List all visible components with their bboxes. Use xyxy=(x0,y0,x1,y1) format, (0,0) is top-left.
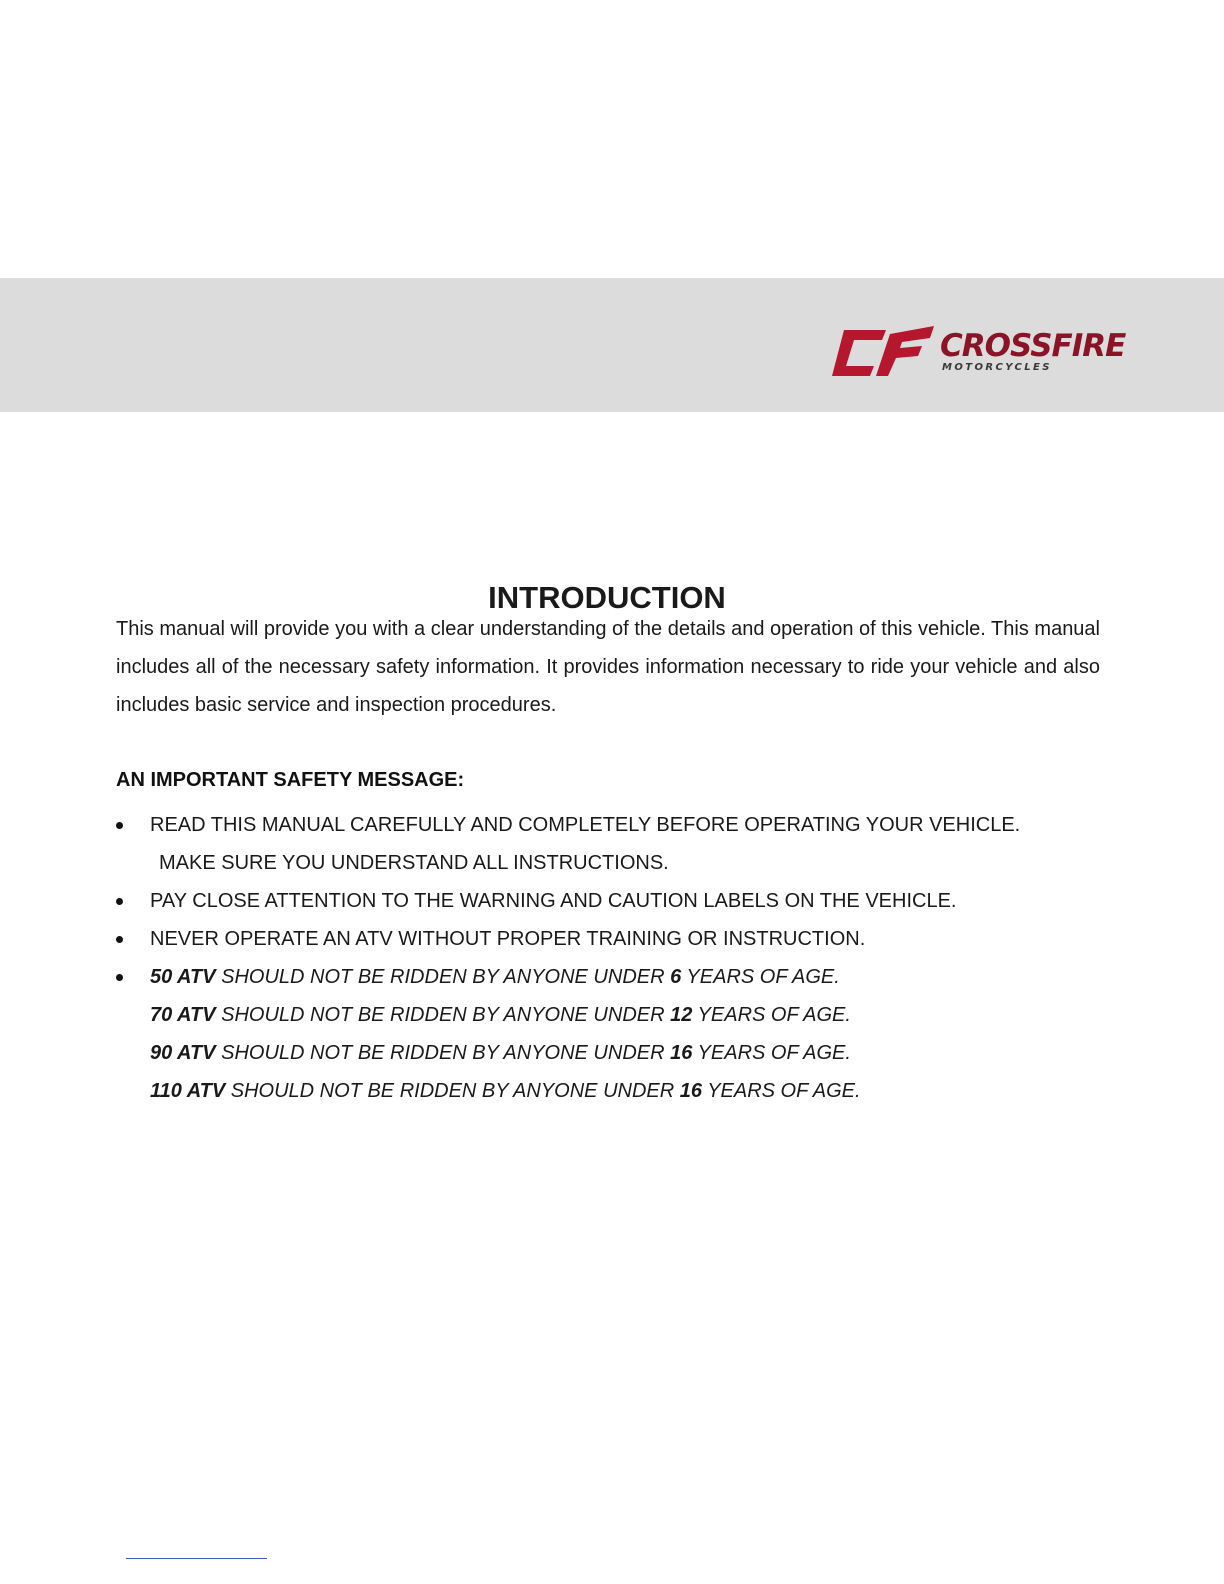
bullet-icon xyxy=(116,822,123,829)
logo-wordmark: CROSSFIRE xyxy=(940,328,1126,364)
crossfire-cf-mark-icon xyxy=(830,324,938,380)
list-item xyxy=(116,920,1106,958)
list-item xyxy=(116,958,1106,1110)
bullet-text: READ THIS MANUAL CAREFULLY AND COMPLETELY BEFORE OPERATING YOUR VEHICLE. xyxy=(150,814,1021,836)
bullet-text: PAY CLOSE ATTENTION TO THE WARNING AND CAUTION LABELS ON THE VEHICLE. xyxy=(150,890,957,912)
bullet-icon xyxy=(116,898,123,905)
age-rule-70: 70 ATV SHOULD NOT BE RIDDEN BY ANYONE UNDER 12 YEARS OF AGE. xyxy=(150,1004,851,1026)
intro-paragraph: This manual will provide you with a clear understanding of the details and operation of this vehicle. This manual includes all of the necessary safety information. It provides information necessary to ride your vehicle and also includes basic service and inspection procedures. xyxy=(116,618,1100,716)
safety-list xyxy=(116,806,1106,1110)
safety-heading: AN IMPORTANT SAFETY MESSAGE: xyxy=(116,769,465,791)
page-title: INTRODUCTION xyxy=(488,579,726,615)
logo-subtitle: MOTORCYCLES xyxy=(942,362,1052,373)
age-rule-110: 110 ATV SHOULD NOT BE RIDDEN BY ANYONE UNDER 16 YEARS OF AGE. xyxy=(150,1080,861,1102)
bullet-icon xyxy=(116,974,123,981)
crossfire-logo xyxy=(830,324,1130,382)
bullet-text-continued: MAKE SURE YOU UNDERSTAND ALL INSTRUCTIONS. xyxy=(159,852,669,874)
bullet-text: NEVER OPERATE AN ATV WITHOUT PROPER TRAINING OR INSTRUCTION. xyxy=(150,928,866,950)
age-rule-90: 90 ATV SHOULD NOT BE RIDDEN BY ANYONE UNDER 16 YEARS OF AGE. xyxy=(150,1042,851,1064)
bullet-icon xyxy=(116,936,123,943)
list-item xyxy=(116,806,1106,882)
list-item xyxy=(116,882,1106,920)
age-rule-50: 50 ATV SHOULD NOT BE RIDDEN BY ANYONE UNDER 6 YEARS OF AGE. xyxy=(150,966,840,988)
footer-rule xyxy=(126,1558,267,1559)
